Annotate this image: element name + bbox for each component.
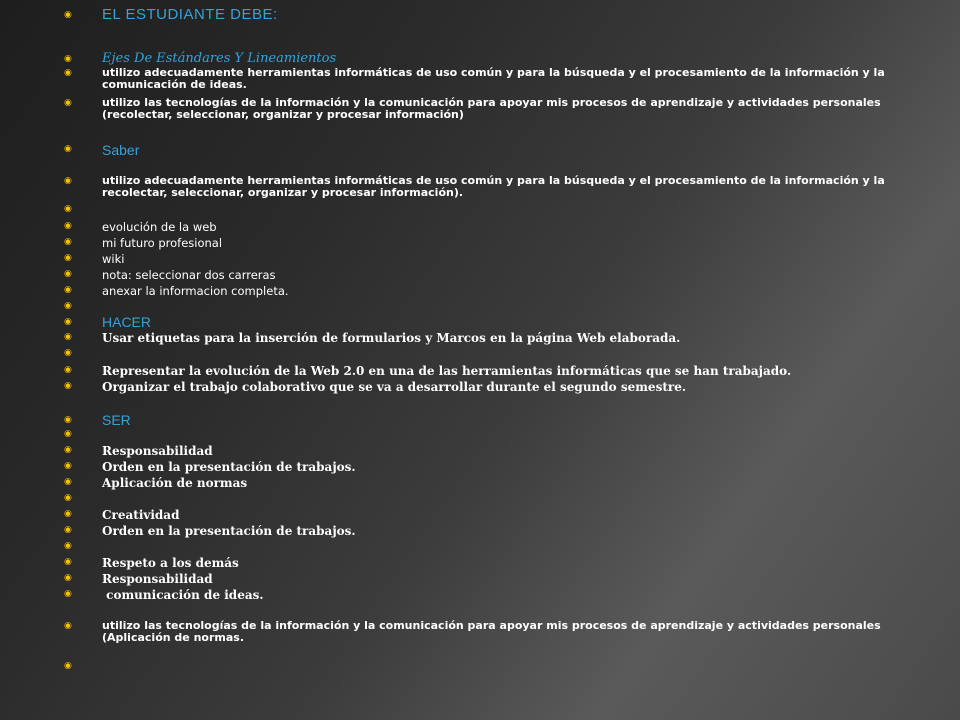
target-bullet-icon: ◉: [64, 237, 72, 247]
hacer-item: Organizar el trabajo colaborativo que se va a desarrollar durante el segundo semestre.: [102, 380, 687, 394]
target-bullet-icon: ◉: [64, 381, 72, 391]
saber-item: nota: seleccionar dos carreras: [102, 268, 276, 282]
target-bullet-icon: ◉: [64, 54, 72, 64]
ser-item: Orden en la presentación de trabajos.: [102, 460, 356, 474]
target-bullet-icon: ◉: [64, 589, 72, 599]
target-bullet-icon: ◉: [64, 144, 72, 154]
target-bullet-icon: ◉: [64, 221, 72, 231]
ser-item: Responsabilidad: [102, 572, 213, 586]
slide-title: EL ESTUDIANTE DEBE:: [102, 6, 278, 23]
ser-item: Aplicación de normas: [102, 476, 248, 490]
target-bullet-icon: ◉: [64, 285, 72, 295]
ser-item: comunicación de ideas.: [102, 588, 264, 602]
target-bullet-icon: ◉: [64, 348, 72, 358]
target-bullet-icon: ◉: [64, 176, 72, 186]
target-bullet-icon: ◉: [64, 332, 72, 342]
saber-item: evolución de la web: [102, 220, 217, 234]
target-bullet-icon: ◉: [64, 301, 72, 311]
hacer-item: Usar etiquetas para la inserción de formularios y Marcos en la página Web elaborada.: [102, 331, 681, 345]
target-bullet-icon: ◉: [64, 509, 72, 519]
ser-closing: utilizo las tecnologías de la información y la comunicación para apoyar mis procesos de aprendizaje y actividades personales (Aplicación de normas.: [102, 619, 881, 644]
ejes-item: utilizo las tecnologías de la información y la comunicación para apoyar mis procesos de aprendizaje y actividades personales (recolectar, seleccionar, organizar y procesar información): [102, 96, 881, 121]
hacer-item: Representar la evolución de la Web 2.0 en una de las herramientas informáticas que se han trabajado.: [102, 364, 792, 378]
target-bullet-icon: ◉: [64, 68, 72, 78]
ser-item: Orden en la presentación de trabajos.: [102, 524, 356, 538]
saber-item: anexar la informacion completa.: [102, 284, 289, 298]
target-bullet-icon: ◉: [64, 317, 72, 327]
saber-intro: utilizo adecuadamente herramientas informáticas de uso común y para la búsqueda y el procesamiento de la información y la recolectar, seleccionar, organizar y procesar información).: [102, 174, 885, 199]
saber-item: wiki: [102, 252, 125, 266]
ejes-heading: Ejes De Estándares Y Lineamientos: [102, 51, 337, 66]
target-bullet-icon: ◉: [64, 525, 72, 535]
ser-item: Respeto a los demás: [102, 556, 239, 570]
saber-item: mi futuro profesional: [102, 236, 223, 250]
target-bullet-icon: ◉: [64, 621, 72, 631]
target-bullet-icon: ◉: [64, 493, 72, 503]
hacer-heading: HACER: [102, 314, 152, 330]
target-bullet-icon: ◉: [64, 204, 72, 214]
target-bullet-icon: ◉: [64, 557, 72, 567]
target-bullet-icon: ◉: [64, 269, 72, 279]
target-bullet-icon: ◉: [64, 10, 72, 20]
target-bullet-icon: ◉: [64, 541, 72, 551]
target-bullet-icon: ◉: [64, 461, 72, 471]
target-bullet-icon: ◉: [64, 415, 72, 425]
target-bullet-icon: ◉: [64, 98, 72, 108]
target-bullet-icon: ◉: [64, 661, 72, 671]
ser-item: Creatividad: [102, 508, 180, 522]
ejes-item: utilizo adecuadamente herramientas informáticas de uso común y para la búsqueda y el procesamiento de la información y la comunicación de ideas.: [102, 66, 885, 91]
target-bullet-icon: ◉: [64, 445, 72, 455]
saber-heading: Saber: [102, 142, 140, 158]
target-bullet-icon: ◉: [64, 253, 72, 263]
ser-item: Responsabilidad: [102, 444, 213, 458]
target-bullet-icon: ◉: [64, 365, 72, 375]
target-bullet-icon: ◉: [64, 429, 72, 439]
target-bullet-icon: ◉: [64, 573, 72, 583]
target-bullet-icon: ◉: [64, 477, 72, 487]
ser-heading: SER: [102, 412, 131, 428]
